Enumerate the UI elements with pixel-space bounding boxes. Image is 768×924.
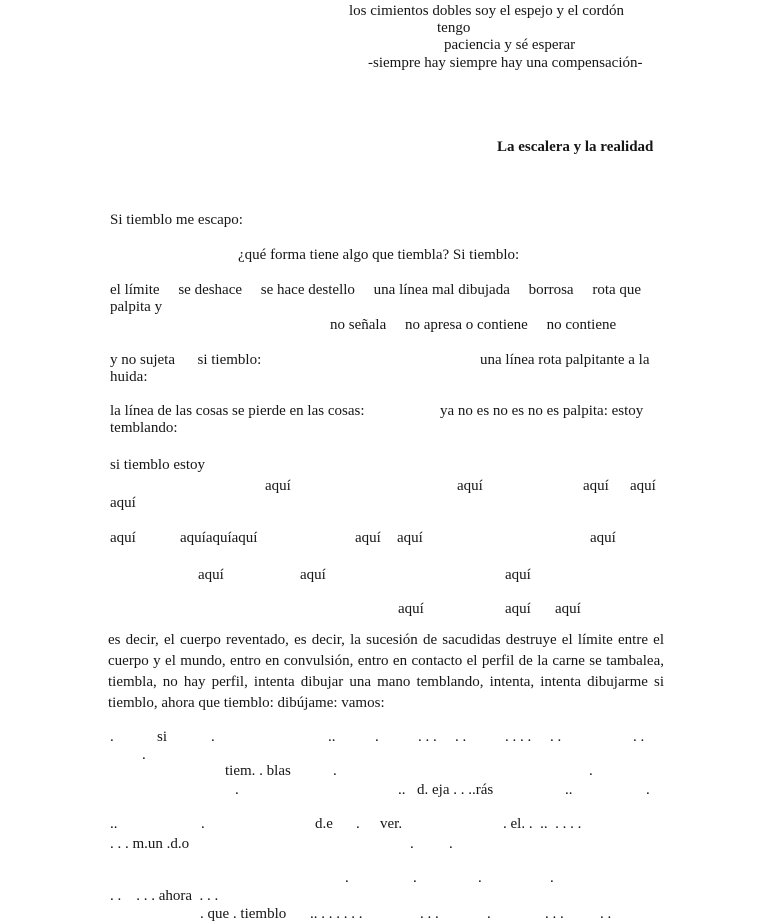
aqui-word: aquí: [198, 567, 224, 583]
scatter-fragment: si: [157, 729, 168, 745]
scatter-fragment: ..: [110, 816, 118, 832]
scatter-fragment: . que . tiemblo: [200, 906, 287, 922]
scatter-fragment: . el. . .. . . . .: [503, 816, 582, 832]
scatter-fragment: . . . m.un .d.o: [110, 836, 190, 852]
epigraph-line: tengo: [437, 20, 471, 36]
scatter-fragment: d.e: [315, 816, 333, 832]
poem-line: si tiemblo estoy: [110, 457, 205, 473]
aqui-word: aquí: [457, 478, 483, 494]
aqui-word: aquí: [110, 530, 136, 546]
scatter-fragment: .: [345, 870, 349, 886]
scatter-fragment: . . . . . ahora . . .: [110, 888, 219, 904]
scatter-fragment: .: [478, 870, 482, 886]
scatter-fragment: .: [211, 729, 215, 745]
poem-line: huida:: [110, 369, 148, 385]
aqui-word: aquí: [583, 478, 609, 494]
scatter-fragment: ..: [565, 782, 573, 798]
poem-paragraph: es decir, el cuerpo reventado, es decir, la sucesión de sacudidas destruye el límite entre el cuerpo y el mundo, entro en convulsión, entro en contacto el perfil de la carne se tambalea, tiembla, no hay perfil, intenta dibujar una mano temblando, intenta, intenta dibujarme si tiemblo, ahora que tiemblo: dibújame: vamos:: [108, 632, 664, 711]
epigraph-line: -siempre hay siempre hay una compensación-: [368, 55, 643, 71]
scatter-fragment: . . .: [418, 729, 437, 745]
poem-line: Si tiemblo me escapo:: [110, 212, 243, 228]
poem-line: palpita y: [110, 299, 163, 315]
scatter-fragment: .: [589, 763, 593, 779]
scatter-fragment: .: [487, 906, 491, 922]
aqui-word: aquí: [110, 495, 136, 511]
aqui-word: aquí: [630, 478, 656, 494]
poem-title: La escalera y la realidad: [497, 139, 654, 155]
scatter-fragment: .: [110, 729, 114, 745]
poem-line: una línea rota palpitante a la: [480, 352, 650, 368]
scatter-fragment: .: [646, 782, 650, 798]
aqui-word: aquí: [505, 601, 531, 617]
scatter-fragment: .: [333, 763, 337, 779]
scatter-fragment: ver.: [380, 816, 403, 832]
scatter-fragment: ..: [328, 729, 336, 745]
scatter-fragment: .: [356, 816, 360, 832]
scatter-fragment: ..: [398, 782, 406, 798]
scatter-fragment: . . .: [420, 906, 439, 922]
aqui-word: aquí: [300, 567, 326, 583]
poem-line: ¿qué forma tiene algo que tiembla? Si tiemblo:: [238, 247, 520, 263]
aqui-word: aquí: [590, 530, 616, 546]
poem-line: y no sujeta si tiemblo:: [110, 352, 262, 368]
aqui-word: aquí: [398, 601, 424, 617]
scatter-fragment: .: [449, 836, 453, 852]
aqui-word: aquí: [555, 601, 581, 617]
scatter-fragment: .: [235, 782, 239, 798]
aqui-word: aquí: [397, 530, 423, 546]
scatter-fragment: . .: [600, 906, 612, 922]
scatter-fragment: .: [410, 836, 414, 852]
poem-line: ya no es no es no es palpita: estoy: [440, 403, 644, 419]
epigraph-line: paciencia y sé esperar: [444, 37, 576, 53]
scatter-fragment: .: [550, 870, 554, 886]
scatter-fragment: .. . . . . . .: [310, 906, 363, 922]
scatter-fragment: . .: [550, 729, 562, 745]
poem-line: no señala no apresa o contiene no contiene: [330, 317, 617, 333]
poem-line: la línea de las cosas se pierde en las cosas:: [110, 403, 365, 419]
scatter-fragment: . . . .: [505, 729, 532, 745]
scatter-fragment: .: [413, 870, 417, 886]
scatter-fragment: . .: [455, 729, 467, 745]
aqui-word: aquí: [505, 567, 531, 583]
poem-line: temblando:: [110, 420, 178, 436]
scatter-fragment: tiem. . blas: [225, 763, 291, 779]
poem-line: el límite se deshace se hace destello una línea mal dibujada borrosa rota que: [110, 282, 642, 298]
scatter-fragment: . . .: [545, 906, 564, 922]
aqui-word: aquí: [355, 530, 381, 546]
scatter-fragment: .: [201, 816, 205, 832]
aqui-word: aquí: [265, 478, 291, 494]
epigraph-line: los cimientos dobles soy el espejo y el cordón: [349, 3, 624, 19]
scatter-fragment: .: [142, 747, 146, 763]
aqui-word-triple: aquíaquíaquí: [180, 530, 258, 546]
scatter-fragment: d. eja . . ..rás: [417, 782, 494, 798]
scatter-fragment: . .: [633, 729, 645, 745]
scatter-fragment: .: [375, 729, 379, 745]
